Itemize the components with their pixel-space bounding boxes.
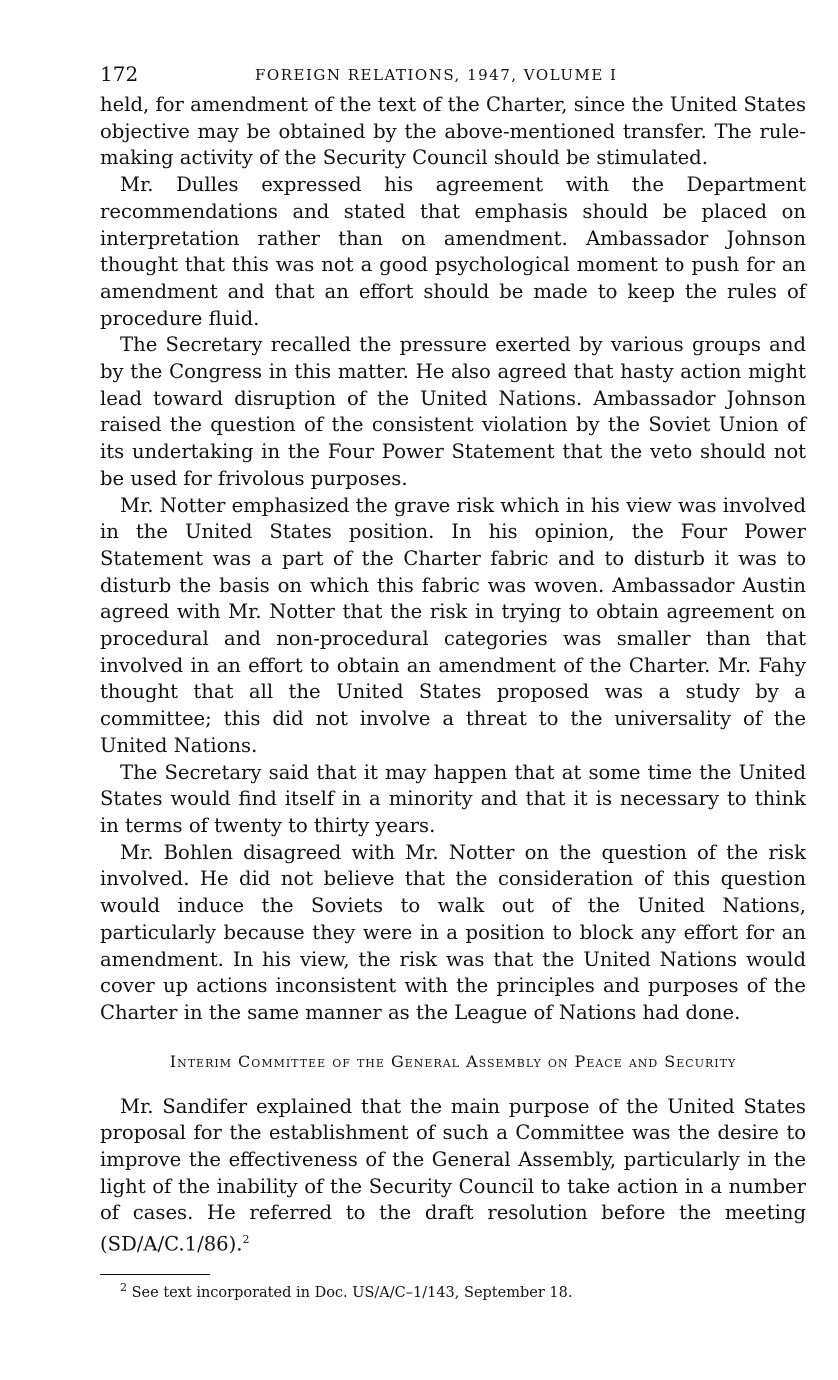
paragraph-sandifer xyxy=(100,1094,806,1259)
document-page xyxy=(100,62,806,1301)
section-heading: Interim Committee of the General Assembly on Peace and Security xyxy=(169,1051,737,1071)
footnote-marker: 2 xyxy=(120,1281,127,1295)
footnote-text: See text incorporated in Doc. US/A/C–1/143, September 18. xyxy=(131,1285,573,1302)
paragraph-sandifer-text: Mr. Sandifer explained that the main purpose of the United States proposal for the establishment of such a Committee was the desire to improve the effectiveness of the General Assembly, particularly in the light of the inability of the Security Council to take action in a number of cases. He referred to the draft resolution before the meeting (SD/A/C.1/86). xyxy=(100,1094,806,1256)
footnote-reference: 2 xyxy=(242,1233,250,1247)
body-text xyxy=(100,92,806,1258)
paragraph-bohlen: Mr. Bohlen disagreed with Mr. Notter on the question of the risk involved. He did not believe that the consideration of this question would induce the Soviets to walk out of the United Nations, particularly because they were in a position to block any effort for an amendment. In his view, the risk was that the United Nations would cover up actions inconsistent with the principles and purposes of the Charter in the same manner as the League of Nations had done. xyxy=(100,840,806,1024)
paragraph-continued: held, for amendment of the text of the Charter, since the United States objective may be obtained by the above-mentioned transfer. The rule-making activity of the Security Council should be stimulated. xyxy=(100,93,806,170)
paragraph-secretary-pressure: The Secretary recalled the pressure exerted by various groups and by the Congress in this matter. He also agreed that hasty action might lead toward disruption of the United Nations. Ambassador Johnson raised the question of the consistent violation by the Soviet Union of its undertaking in the Four Power Statement that the veto should not be used for frivolous purposes. xyxy=(100,333,806,490)
paragraph-notter: Mr. Notter emphasized the grave risk which in his view was involved in the United States position. In his opinion, the Four Power Statement was a part of the Charter fabric and to disturb it was to disturb the basis on which this fabric was woven. Ambassador Austin agreed with Mr. Notter that the risk in trying to obtain agreement on procedural and non-procedural categories was smaller than that involved in an effort to obtain an amendment of the Charter. Mr. Fahy thought that all the United States proposed was a study by a committee; this did not involve a threat to the universality of the United Nations. xyxy=(100,493,806,757)
page-number: 172 xyxy=(100,62,139,86)
paragraph-dulles: Mr. Dulles expressed his agreement with the Department recommendations and stated that emphasis should be placed on interpretation rather than on amendment. Ambassador Johnson thought that this was not a good psychological moment to push for an amendment and that an effort should be made to keep the rules of procedure fluid. xyxy=(100,173,806,330)
running-header xyxy=(100,62,806,92)
running-title: FOREIGN RELATIONS, 1947, VOLUME I xyxy=(255,66,618,84)
footnote xyxy=(120,1281,806,1301)
paragraph-secretary-minority: The Secretary said that it may happen that at some time the United States would find itself in a minority and that it is necessary to think in terms of twenty to thirty years. xyxy=(100,760,806,837)
footnote-divider xyxy=(100,1274,210,1275)
